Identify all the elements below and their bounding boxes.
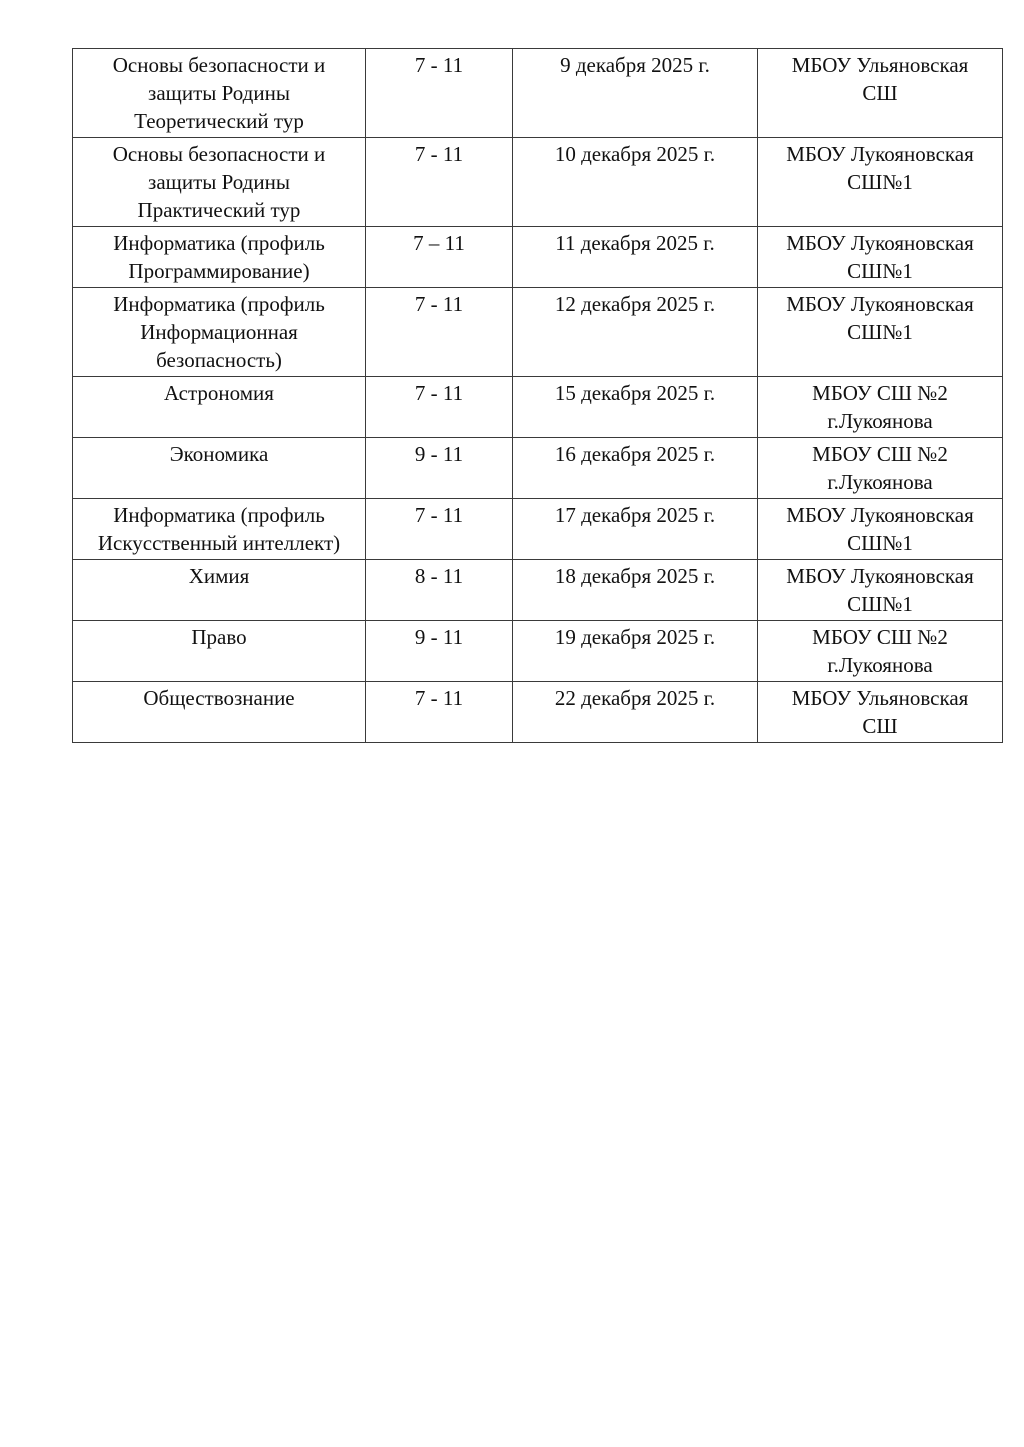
venue-text: МБОУ СШ №2 — [812, 625, 948, 649]
venue-cell — [758, 438, 1003, 499]
subject-cell — [73, 499, 366, 560]
grades-text: 9 - 11 — [414, 625, 464, 649]
date-cell — [513, 560, 758, 621]
date-text: 18 декабря 2025 г. — [554, 564, 716, 588]
subject-text: Информатика (профиль — [113, 231, 325, 255]
venue-text: СШ№1 — [847, 531, 913, 555]
venue-text: г.Лукоянова — [827, 653, 933, 677]
date-text: 10 декабря 2025 г. — [554, 142, 716, 166]
venue-text: МБОУ СШ №2 — [812, 381, 948, 405]
venue-text: МБОУ СШ №2 — [812, 442, 948, 466]
subject-cell — [73, 560, 366, 621]
subject-text: Основы безопасности и — [112, 142, 326, 166]
venue-text: СШ№1 — [847, 592, 913, 616]
date-text: 15 декабря 2025 г. — [554, 381, 716, 405]
grades-cell — [366, 227, 513, 288]
subject-cell — [73, 377, 366, 438]
venue-text: СШ — [862, 81, 898, 105]
subject-text: безопасность) — [156, 348, 282, 372]
subject-cell — [73, 49, 366, 138]
date-cell — [513, 499, 758, 560]
subject-text: Программирование) — [128, 259, 310, 283]
date-text: 17 декабря 2025 г. — [554, 503, 716, 527]
venue-cell — [758, 621, 1003, 682]
date-cell — [513, 438, 758, 499]
grades-cell — [366, 499, 513, 560]
venue-text: СШ — [862, 714, 898, 738]
schedule-table-body — [73, 49, 1003, 743]
subject-cell — [73, 138, 366, 227]
grades-text: 7 - 11 — [414, 292, 464, 316]
subject-text: Экономика — [169, 442, 269, 466]
subject-text: Практический тур — [137, 198, 301, 222]
table-row — [73, 49, 1003, 138]
date-text: 9 декабря 2025 г. — [560, 53, 710, 77]
table-row — [73, 438, 1003, 499]
date-text: 11 декабря 2025 г. — [555, 231, 715, 255]
subject-cell — [73, 288, 366, 377]
subject-text: Астрономия — [164, 381, 274, 405]
subject-cell — [73, 438, 366, 499]
venue-text: МБОУ Лукояновская — [786, 292, 974, 316]
table-row — [73, 138, 1003, 227]
venue-cell — [758, 49, 1003, 138]
subject-text: Информатика (профиль — [113, 503, 325, 527]
venue-text: МБОУ Ульяновская — [791, 686, 969, 710]
venue-cell — [758, 138, 1003, 227]
venue-text: СШ№1 — [847, 170, 913, 194]
olympiad-schedule-table — [72, 48, 1003, 743]
table-row — [73, 621, 1003, 682]
venue-text: МБОУ Лукояновская — [786, 503, 974, 527]
grades-text: 7 - 11 — [414, 503, 464, 527]
grades-cell — [366, 560, 513, 621]
venue-text: МБОУ Лукояновская — [786, 564, 974, 588]
venue-text: СШ№1 — [847, 259, 913, 283]
grades-cell — [366, 438, 513, 499]
table-row — [73, 288, 1003, 377]
venue-text: г.Лукоянова — [827, 409, 933, 433]
venue-text: МБОУ Ульяновская — [791, 53, 969, 77]
grades-text: 7 - 11 — [414, 142, 464, 166]
subject-text: Основы безопасности и — [112, 53, 326, 77]
date-text: 16 декабря 2025 г. — [554, 442, 716, 466]
venue-cell — [758, 682, 1003, 743]
venue-text: г.Лукоянова — [827, 470, 933, 494]
table-row — [73, 499, 1003, 560]
grades-text: 7 - 11 — [414, 686, 464, 710]
venue-cell — [758, 288, 1003, 377]
date-text: 12 декабря 2025 г. — [554, 292, 716, 316]
venue-cell — [758, 499, 1003, 560]
grades-text: 9 - 11 — [414, 442, 464, 466]
subject-text: Теоретический тур — [134, 109, 304, 133]
date-cell — [513, 288, 758, 377]
subject-cell — [73, 227, 366, 288]
venue-cell — [758, 227, 1003, 288]
subject-text: Право — [191, 625, 247, 649]
grades-text: 8 - 11 — [414, 564, 464, 588]
table-row — [73, 560, 1003, 621]
date-text: 19 декабря 2025 г. — [554, 625, 716, 649]
subject-text: Химия — [188, 564, 250, 588]
date-cell — [513, 49, 758, 138]
date-cell — [513, 227, 758, 288]
table-row — [73, 227, 1003, 288]
venue-text: МБОУ Лукояновская — [786, 231, 974, 255]
subject-text: Обществознание — [143, 686, 295, 710]
venue-text: МБОУ Лукояновская — [786, 142, 974, 166]
grades-text: 7 – 11 — [413, 231, 465, 255]
date-cell — [513, 621, 758, 682]
subject-text: Информационная — [140, 320, 298, 344]
subject-text: защиты Родины — [148, 170, 290, 194]
date-cell — [513, 138, 758, 227]
grades-cell — [366, 138, 513, 227]
subject-text: защиты Родины — [148, 81, 290, 105]
grades-cell — [366, 49, 513, 138]
grades-cell — [366, 682, 513, 743]
subject-text: Информатика (профиль — [113, 292, 325, 316]
grades-text: 7 - 11 — [414, 53, 464, 77]
date-text: 22 декабря 2025 г. — [554, 686, 716, 710]
table-row — [73, 377, 1003, 438]
venue-text: СШ№1 — [847, 320, 913, 344]
subject-cell — [73, 621, 366, 682]
subject-text: Искусственный интеллект) — [97, 531, 341, 555]
table-row — [73, 682, 1003, 743]
date-cell — [513, 377, 758, 438]
date-cell — [513, 682, 758, 743]
venue-cell — [758, 377, 1003, 438]
venue-cell — [758, 560, 1003, 621]
grades-cell — [366, 288, 513, 377]
subject-cell — [73, 682, 366, 743]
grades-cell — [366, 377, 513, 438]
grades-cell — [366, 621, 513, 682]
grades-text: 7 - 11 — [414, 381, 464, 405]
